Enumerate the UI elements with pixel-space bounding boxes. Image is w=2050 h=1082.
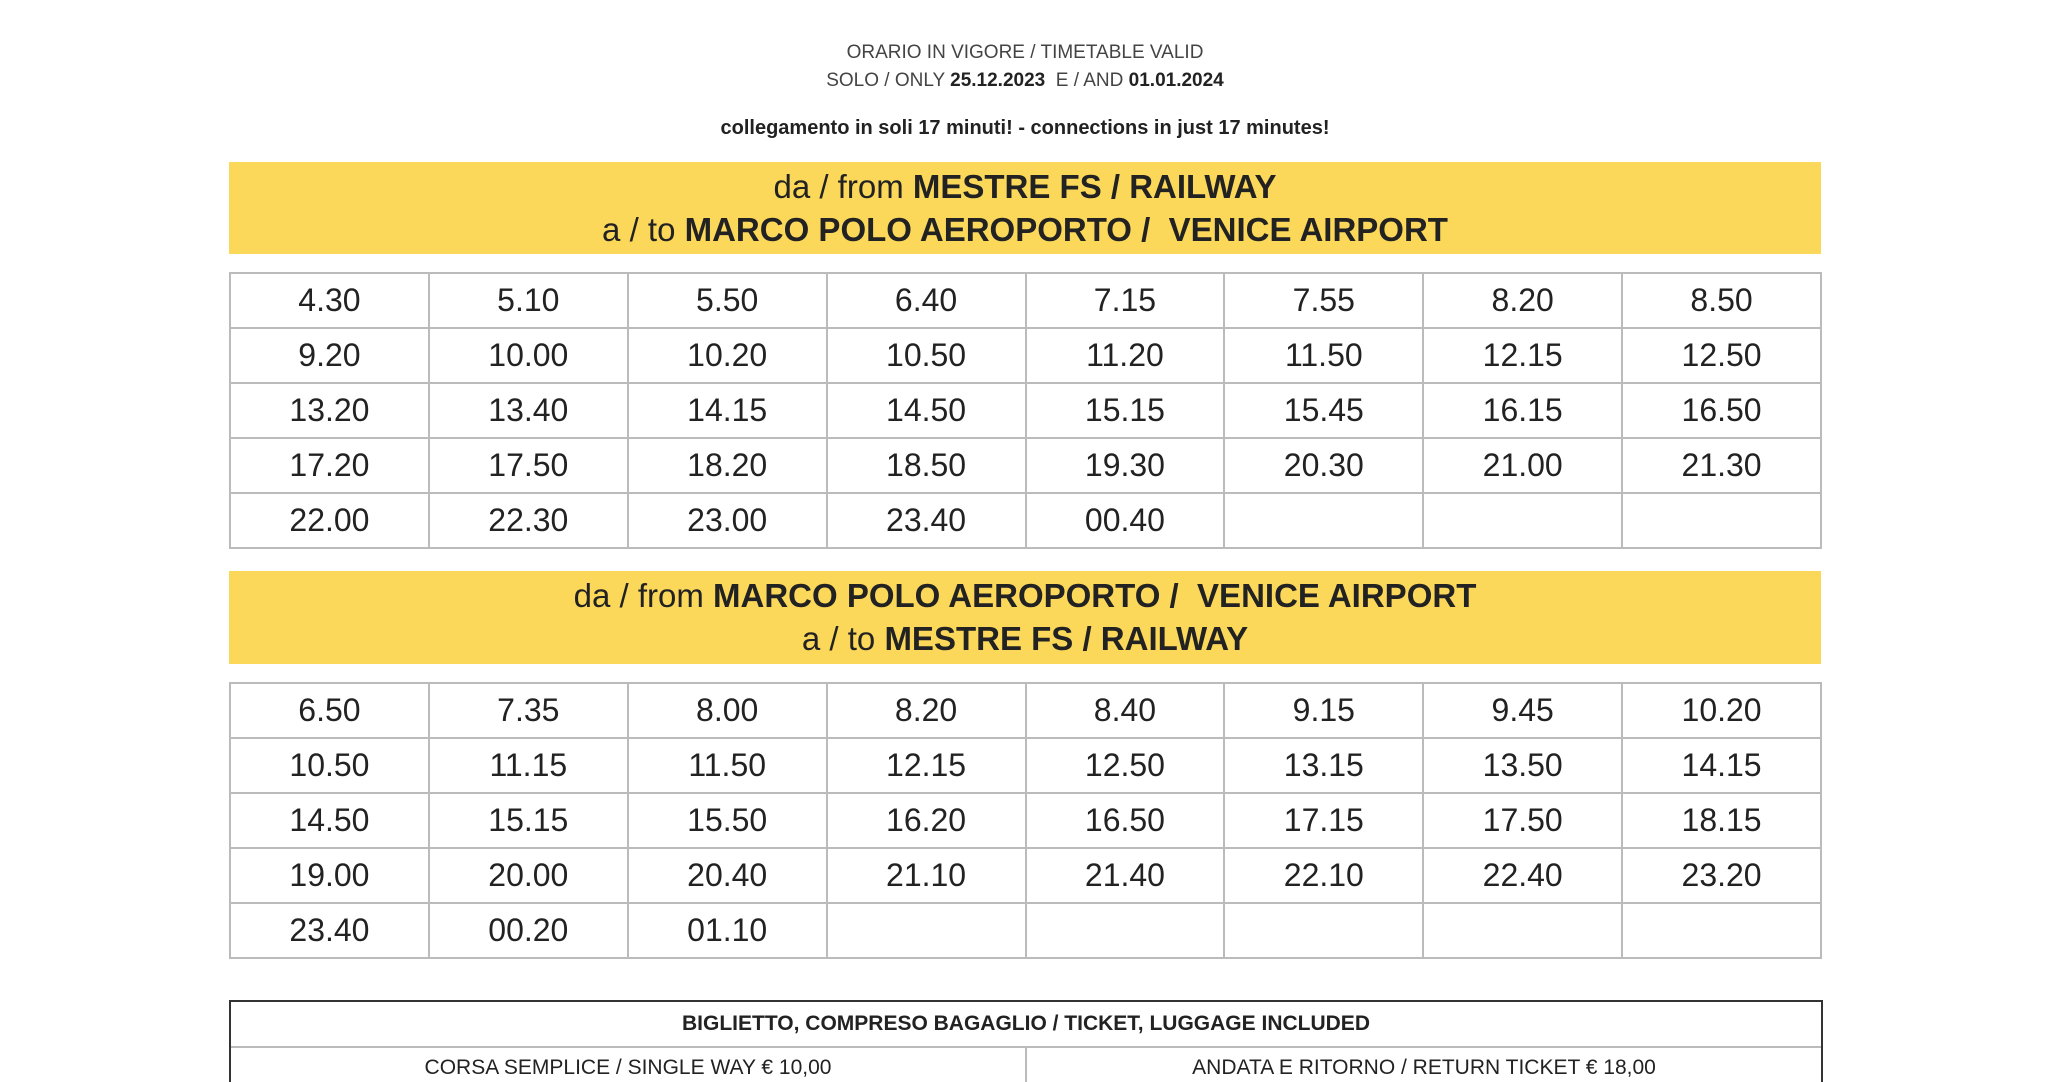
departure-time: 11.20	[1026, 328, 1225, 383]
departure-time: 18.20	[628, 438, 827, 493]
departure-time	[1423, 493, 1622, 548]
departure-time: 23.40	[230, 903, 429, 958]
departure-time: 12.15	[1423, 328, 1622, 383]
departure-time: 19.00	[230, 848, 429, 903]
departure-time: 21.00	[1423, 438, 1622, 493]
departure-time	[1622, 493, 1821, 548]
departure-time: 13.40	[429, 383, 628, 438]
departure-time: 22.00	[230, 493, 429, 548]
departure-time: 11.15	[429, 738, 628, 793]
table-row	[230, 383, 1821, 438]
table-row	[230, 793, 1821, 848]
to-station: MESTRE FS / RAILWAY	[884, 620, 1249, 657]
departure-time: 15.15	[1026, 383, 1225, 438]
departure-time: 17.20	[230, 438, 429, 493]
date-2: 01.01.2024	[1128, 70, 1224, 91]
departure-time: 11.50	[628, 738, 827, 793]
departure-time: 10.20	[628, 328, 827, 383]
departure-time: 11.50	[1224, 328, 1423, 383]
departure-time: 13.20	[230, 383, 429, 438]
tagline: collegamento in soli 17 minuti! - connections in just 17 minutes!	[720, 117, 1330, 139]
table-row	[230, 493, 1821, 548]
departure-time: 14.50	[230, 793, 429, 848]
section1-header	[229, 162, 1821, 254]
departure-time: 17.15	[1224, 793, 1423, 848]
departure-time: 15.50	[628, 793, 827, 848]
departure-time: 21.40	[1026, 848, 1225, 903]
from-station: MARCO POLO AEROPORTO / VENICE AIRPORT	[713, 577, 1477, 614]
validity-dates	[0, 70, 2050, 92]
departure-time: 15.15	[429, 793, 628, 848]
departure-time: 18.50	[827, 438, 1026, 493]
departure-time: 5.10	[429, 273, 628, 328]
departure-time: 7.35	[429, 683, 628, 738]
departure-time: 16.15	[1423, 383, 1622, 438]
departure-time: 13.50	[1423, 738, 1622, 793]
table-row	[230, 738, 1821, 793]
ticket-box	[229, 1000, 1823, 1082]
table-row	[230, 848, 1821, 903]
departure-time: 6.50	[230, 683, 429, 738]
departure-time	[1224, 493, 1423, 548]
departure-time: 16.50	[1622, 383, 1821, 438]
departure-time: 10.50	[230, 738, 429, 793]
departure-time: 23.20	[1622, 848, 1821, 903]
departure-time: 18.15	[1622, 793, 1821, 848]
from-prefix: da / from	[773, 168, 913, 205]
from-station: MESTRE FS / RAILWAY	[912, 168, 1277, 205]
departure-time: 17.50	[429, 438, 628, 493]
departure-time: 9.45	[1423, 683, 1622, 738]
departure-time: 21.10	[827, 848, 1026, 903]
departure-time: 4.30	[230, 273, 429, 328]
timetable-mestre-to-airport	[229, 272, 1822, 549]
departure-time: 9.15	[1224, 683, 1423, 738]
departure-time	[1423, 903, 1622, 958]
departure-time: 22.40	[1423, 848, 1622, 903]
departure-time: 12.50	[1622, 328, 1821, 383]
departure-time: 01.10	[628, 903, 827, 958]
section2-header	[229, 571, 1821, 664]
departure-time: 16.50	[1026, 793, 1225, 848]
to-prefix: a / to	[602, 211, 685, 248]
departure-time: 10.20	[1622, 683, 1821, 738]
departure-time: 23.00	[628, 493, 827, 548]
departure-time: 17.50	[1423, 793, 1622, 848]
table-row	[230, 683, 1821, 738]
departure-time: 14.15	[1622, 738, 1821, 793]
ticket-title: BIGLIETTO, COMPRESO BAGAGLIO / TICKET, LUGGAGE INCLUDED	[231, 1002, 1821, 1048]
departure-time: 16.20	[827, 793, 1026, 848]
departure-time: 8.20	[827, 683, 1026, 738]
departure-time: 15.45	[1224, 383, 1423, 438]
table-row	[230, 328, 1821, 383]
departure-time: 14.15	[628, 383, 827, 438]
to-station: MARCO POLO AEROPORTO / VENICE AIRPORT	[684, 211, 1448, 248]
table-row	[230, 438, 1821, 493]
departure-time: 8.20	[1423, 273, 1622, 328]
departure-time: 20.30	[1224, 438, 1423, 493]
departure-time: 22.10	[1224, 848, 1423, 903]
single-fare: CORSA SEMPLICE / SINGLE WAY € 10,00	[231, 1048, 1027, 1082]
departure-time: 8.40	[1026, 683, 1225, 738]
departure-time: 8.50	[1622, 273, 1821, 328]
table-row	[230, 903, 1821, 958]
departure-time: 20.40	[628, 848, 827, 903]
departure-time	[1224, 903, 1423, 958]
departure-time: 21.30	[1622, 438, 1821, 493]
departure-time: 12.50	[1026, 738, 1225, 793]
departure-time: 7.55	[1224, 273, 1423, 328]
departure-time: 20.00	[429, 848, 628, 903]
departure-time: 00.40	[1026, 493, 1225, 548]
departure-time: 19.30	[1026, 438, 1225, 493]
table-row	[230, 273, 1821, 328]
departure-time: 6.40	[827, 273, 1026, 328]
departure-time: 10.50	[827, 328, 1026, 383]
and-label: E / AND	[1045, 70, 1129, 91]
from-prefix: da / from	[573, 577, 714, 614]
departure-time	[827, 903, 1026, 958]
departure-time: 14.50	[827, 383, 1026, 438]
departure-time: 23.40	[827, 493, 1026, 548]
to-prefix: a / to	[801, 620, 885, 657]
departure-time: 00.20	[429, 903, 628, 958]
departure-time	[1026, 903, 1225, 958]
only-label: SOLO / ONLY	[826, 70, 951, 91]
departure-time: 7.15	[1026, 273, 1225, 328]
departure-time: 5.50	[628, 273, 827, 328]
return-fare: ANDATA E RITORNO / RETURN TICKET € 18,00	[1192, 1056, 1656, 1079]
departure-time: 22.30	[429, 493, 628, 548]
departure-time	[1622, 903, 1821, 958]
departure-time: 12.15	[827, 738, 1026, 793]
departure-time: 10.00	[429, 328, 628, 383]
validity-title: ORARIO IN VIGORE / TIMETABLE VALID	[846, 42, 1204, 63]
date-1: 25.12.2023	[950, 70, 1046, 91]
departure-time: 13.15	[1224, 738, 1423, 793]
timetable-airport-to-mestre	[229, 682, 1822, 959]
departure-time: 8.00	[628, 683, 827, 738]
departure-time: 9.20	[230, 328, 429, 383]
